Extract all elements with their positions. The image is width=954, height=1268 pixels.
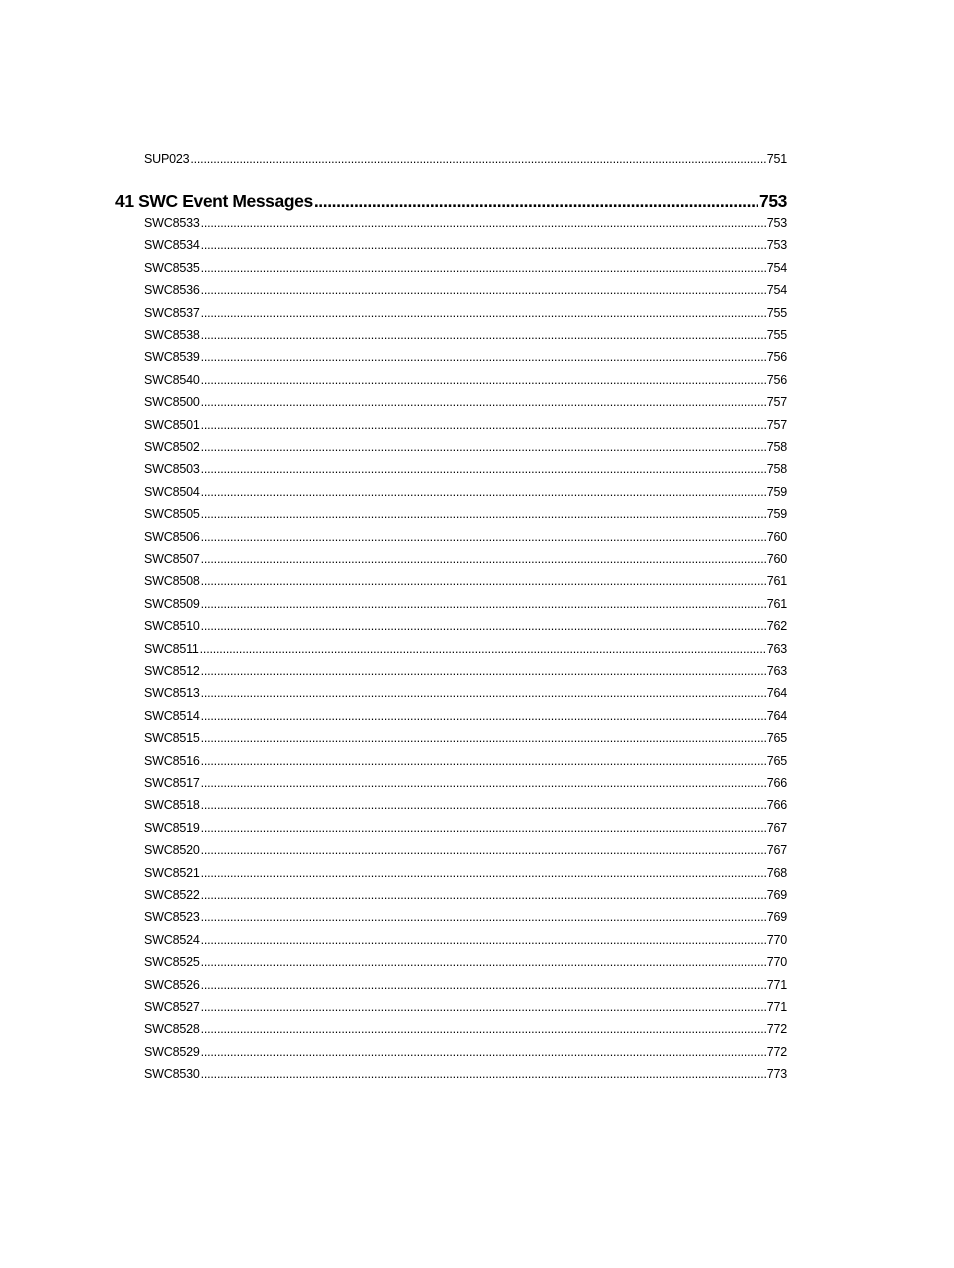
toc-entry[interactable] (144, 664, 787, 682)
toc-leader-dots (201, 776, 766, 790)
toc-entry[interactable] (144, 283, 787, 301)
toc-leader-dots (201, 821, 766, 835)
toc-entry-label: SWC8512 (144, 664, 200, 678)
toc-leader-dots (201, 1045, 766, 1059)
toc-entry[interactable] (144, 462, 787, 480)
toc-leader-dots (201, 283, 766, 297)
toc-leader-dots (201, 619, 766, 633)
toc-entry-label: SWC8526 (144, 977, 200, 992)
toc-entry-label: SWC8534 (144, 238, 200, 253)
toc-entry-label: SWC8538 (144, 328, 200, 342)
toc-entry[interactable] (144, 574, 787, 592)
toc-leader-dots (201, 507, 766, 521)
toc-entry-page-number: 772 (766, 1044, 787, 1059)
toc-leader-dots (201, 686, 766, 700)
toc-entry-page-number: 755 (766, 305, 787, 320)
toc-entry-page-number: 758 (766, 440, 787, 454)
toc-entry-label: SWC8521 (144, 865, 200, 880)
toc-entry-page-number: 763 (766, 664, 787, 678)
toc-entry-page-number: 760 (766, 529, 787, 544)
toc-entry-label: SWC8509 (144, 596, 200, 611)
toc-entry[interactable] (144, 1000, 787, 1018)
toc-entry[interactable] (144, 440, 787, 458)
toc-leader-dots (201, 462, 766, 476)
toc-entry-label: SWC8537 (144, 305, 200, 320)
toc-entry-label: SWC8501 (144, 417, 200, 432)
toc-entry[interactable] (144, 1045, 787, 1063)
toc-entry-label: SWC8517 (144, 776, 200, 790)
toc-entry-page-number: 773 (766, 1067, 787, 1082)
toc-entry[interactable] (144, 261, 787, 279)
toc-chapter-page-number: 753 (759, 191, 787, 211)
toc-leader-dots (201, 955, 766, 969)
toc-entry-page-number: 768 (766, 865, 787, 880)
toc-leader-dots (201, 552, 766, 566)
toc-entry-page-number: 771 (766, 977, 787, 992)
toc-entry-label: SWC8540 (144, 372, 200, 387)
toc-entry-page-number: 756 (766, 350, 787, 365)
toc-entry[interactable] (144, 933, 787, 951)
toc-entry[interactable] (144, 597, 787, 615)
toc-entry-page-number: 769 (766, 910, 787, 925)
toc-entry-label: SWC8539 (144, 350, 200, 365)
toc-entry[interactable] (144, 754, 787, 772)
toc-entry-label: SWC8510 (144, 619, 200, 634)
toc-entry-label: SWC8515 (144, 731, 200, 746)
toc-entry-page-number: 754 (766, 283, 787, 298)
toc-entry-label: SWC8529 (144, 1044, 200, 1059)
toc-leader-dots (201, 395, 766, 409)
toc-entry[interactable] (144, 955, 787, 973)
toc-entry[interactable] (144, 866, 787, 884)
toc-entry-page-number: 757 (766, 417, 787, 432)
toc-entry[interactable] (144, 1067, 787, 1085)
toc-entry-page-number: 772 (766, 1022, 787, 1037)
toc-leader-dots (201, 485, 766, 499)
toc-leader-dots (201, 798, 766, 812)
toc-entry[interactable] (144, 686, 787, 704)
toc-entry[interactable] (144, 619, 787, 637)
toc-entry-label: SWC8504 (144, 484, 200, 499)
toc-leader-dots (201, 910, 766, 924)
toc-entry[interactable] (144, 485, 787, 503)
toc-entry-page-number: 753 (766, 216, 787, 230)
toc-leader-dots (201, 216, 766, 230)
toc-entry-page-number: 753 (766, 238, 787, 253)
toc-entry-page-number: 764 (766, 708, 787, 723)
toc-entry-page-number: 760 (766, 552, 787, 566)
toc-entry-page-number: 755 (766, 328, 787, 342)
toc-entry-label: SWC8514 (144, 708, 200, 723)
toc-chapter-heading[interactable] (115, 191, 787, 217)
toc-entry-label: SWC8506 (144, 529, 200, 544)
toc-entry-page-number: 766 (766, 798, 787, 813)
toc-leader-dots (201, 843, 766, 857)
toc-entry-page-number: 765 (766, 731, 787, 746)
toc-entry-label: SWC8536 (144, 283, 200, 298)
toc-leader-dots (201, 1000, 766, 1014)
toc-leader-dots (201, 1022, 766, 1036)
toc-leader-dots (201, 350, 766, 364)
toc-entry-page-number: 769 (766, 888, 787, 902)
toc-entry-label: SWC8507 (144, 552, 200, 566)
toc-leader-dots (190, 152, 765, 166)
toc-entry-page-number: 758 (766, 462, 787, 477)
toc-entry-label: SWC8502 (144, 440, 200, 454)
toc-entry[interactable] (144, 395, 787, 413)
toc-entry-page-number: 759 (766, 507, 787, 522)
toc-entry-label: SWC8528 (144, 1022, 200, 1037)
toc-leader-dots (201, 373, 766, 387)
toc-entry-label: SWC8511 (144, 641, 199, 656)
toc-entry-page-number: 761 (766, 596, 787, 611)
toc-entry-label: SWC8505 (144, 507, 200, 522)
toc-entry[interactable] (144, 709, 787, 727)
toc-leader-dots (201, 709, 766, 723)
toc-entry-label: SWC8523 (144, 910, 200, 925)
toc-entry-page-number: 754 (766, 260, 787, 275)
toc-leader-dots (201, 574, 766, 588)
toc-leader-dots (201, 261, 766, 275)
toc-entry-label: SWC8525 (144, 955, 200, 970)
toc-leader-dots (201, 440, 766, 454)
toc-leader-dots (201, 978, 766, 992)
toc-entry-page-number: 770 (766, 932, 787, 947)
toc-entry[interactable] (144, 350, 787, 368)
toc-entry[interactable] (144, 910, 787, 928)
toc-entry[interactable] (144, 530, 787, 548)
toc-entry-label: SWC8533 (144, 216, 200, 230)
toc-entry-label: SWC8519 (144, 820, 200, 835)
toc-entry[interactable] (144, 152, 787, 170)
toc-entry[interactable] (144, 306, 787, 324)
toc-entry-page-number: 759 (766, 484, 787, 499)
toc-entry-label: SWC8503 (144, 462, 200, 477)
toc-leader-dots (201, 418, 766, 432)
toc-entry-label: SWC8500 (144, 395, 200, 410)
toc-leader-dots (201, 597, 766, 611)
toc-entry-page-number: 767 (766, 843, 787, 858)
toc-entry[interactable] (144, 216, 787, 234)
toc-entry[interactable] (144, 1022, 787, 1040)
toc-leader-dots (201, 1067, 766, 1081)
toc-entry-page-number: 771 (766, 1000, 787, 1014)
toc-entry[interactable] (144, 776, 787, 794)
toc-entry-page-number: 756 (766, 372, 787, 387)
toc-entry-label: SWC8530 (144, 1067, 200, 1082)
toc-entry[interactable] (144, 843, 787, 861)
toc-entry-page-number: 767 (766, 820, 787, 835)
toc-entry-page-number: 770 (766, 955, 787, 970)
toc-entry[interactable] (144, 978, 787, 996)
toc-leader-dots (201, 328, 766, 342)
toc-entry[interactable] (144, 798, 787, 816)
toc-chapter-label: 41 SWC Event Messages (115, 191, 313, 211)
toc-entry-page-number: 766 (766, 776, 787, 790)
toc-entry-page-number: 764 (766, 686, 787, 701)
toc-entry[interactable] (144, 888, 787, 906)
toc-entry[interactable] (144, 507, 787, 525)
toc-entry[interactable] (144, 642, 787, 660)
toc-entry-label: SWC8518 (144, 798, 200, 813)
toc-entry-page-number: 757 (766, 395, 787, 410)
toc-entry-label: SWC8522 (144, 888, 200, 902)
toc-leader-dots (201, 866, 766, 880)
toc-entry-label: SWC8535 (144, 260, 200, 275)
toc-entry-page-number: 751 (766, 152, 787, 166)
toc-leader-dots (201, 754, 766, 768)
toc-entry-page-number: 765 (766, 753, 787, 768)
toc-entry-label: SUP023 (144, 152, 190, 166)
toc-entry-page-number: 761 (766, 574, 787, 589)
toc-entry-page-number: 763 (766, 641, 787, 656)
toc-leader-dots (201, 888, 766, 902)
toc-entry-label: SWC8527 (144, 1000, 200, 1014)
toc-entry[interactable] (144, 552, 787, 570)
toc-leader-dots (201, 933, 766, 947)
toc-entry-page-number: 762 (766, 619, 787, 634)
toc-leader-dots (201, 530, 766, 544)
toc-entry[interactable] (144, 373, 787, 391)
toc-entry-label: SWC8508 (144, 574, 200, 589)
toc-leader-dots (201, 664, 766, 678)
toc-entry[interactable] (144, 328, 787, 346)
toc-entry[interactable] (144, 731, 787, 749)
toc-entry[interactable] (144, 238, 787, 256)
toc-leader-dots (200, 642, 766, 656)
toc-leader-dots (201, 306, 766, 320)
toc-entry-label: SWC8524 (144, 932, 200, 947)
toc-leader-dots (201, 731, 766, 745)
toc-leader-dots (314, 191, 758, 212)
toc-entry-label: SWC8513 (144, 686, 200, 701)
toc-entry-label: SWC8516 (144, 753, 200, 768)
toc-entry-label: SWC8520 (144, 843, 200, 858)
toc-entry[interactable] (144, 821, 787, 839)
toc-entry[interactable] (144, 418, 787, 436)
toc-leader-dots (201, 238, 766, 252)
